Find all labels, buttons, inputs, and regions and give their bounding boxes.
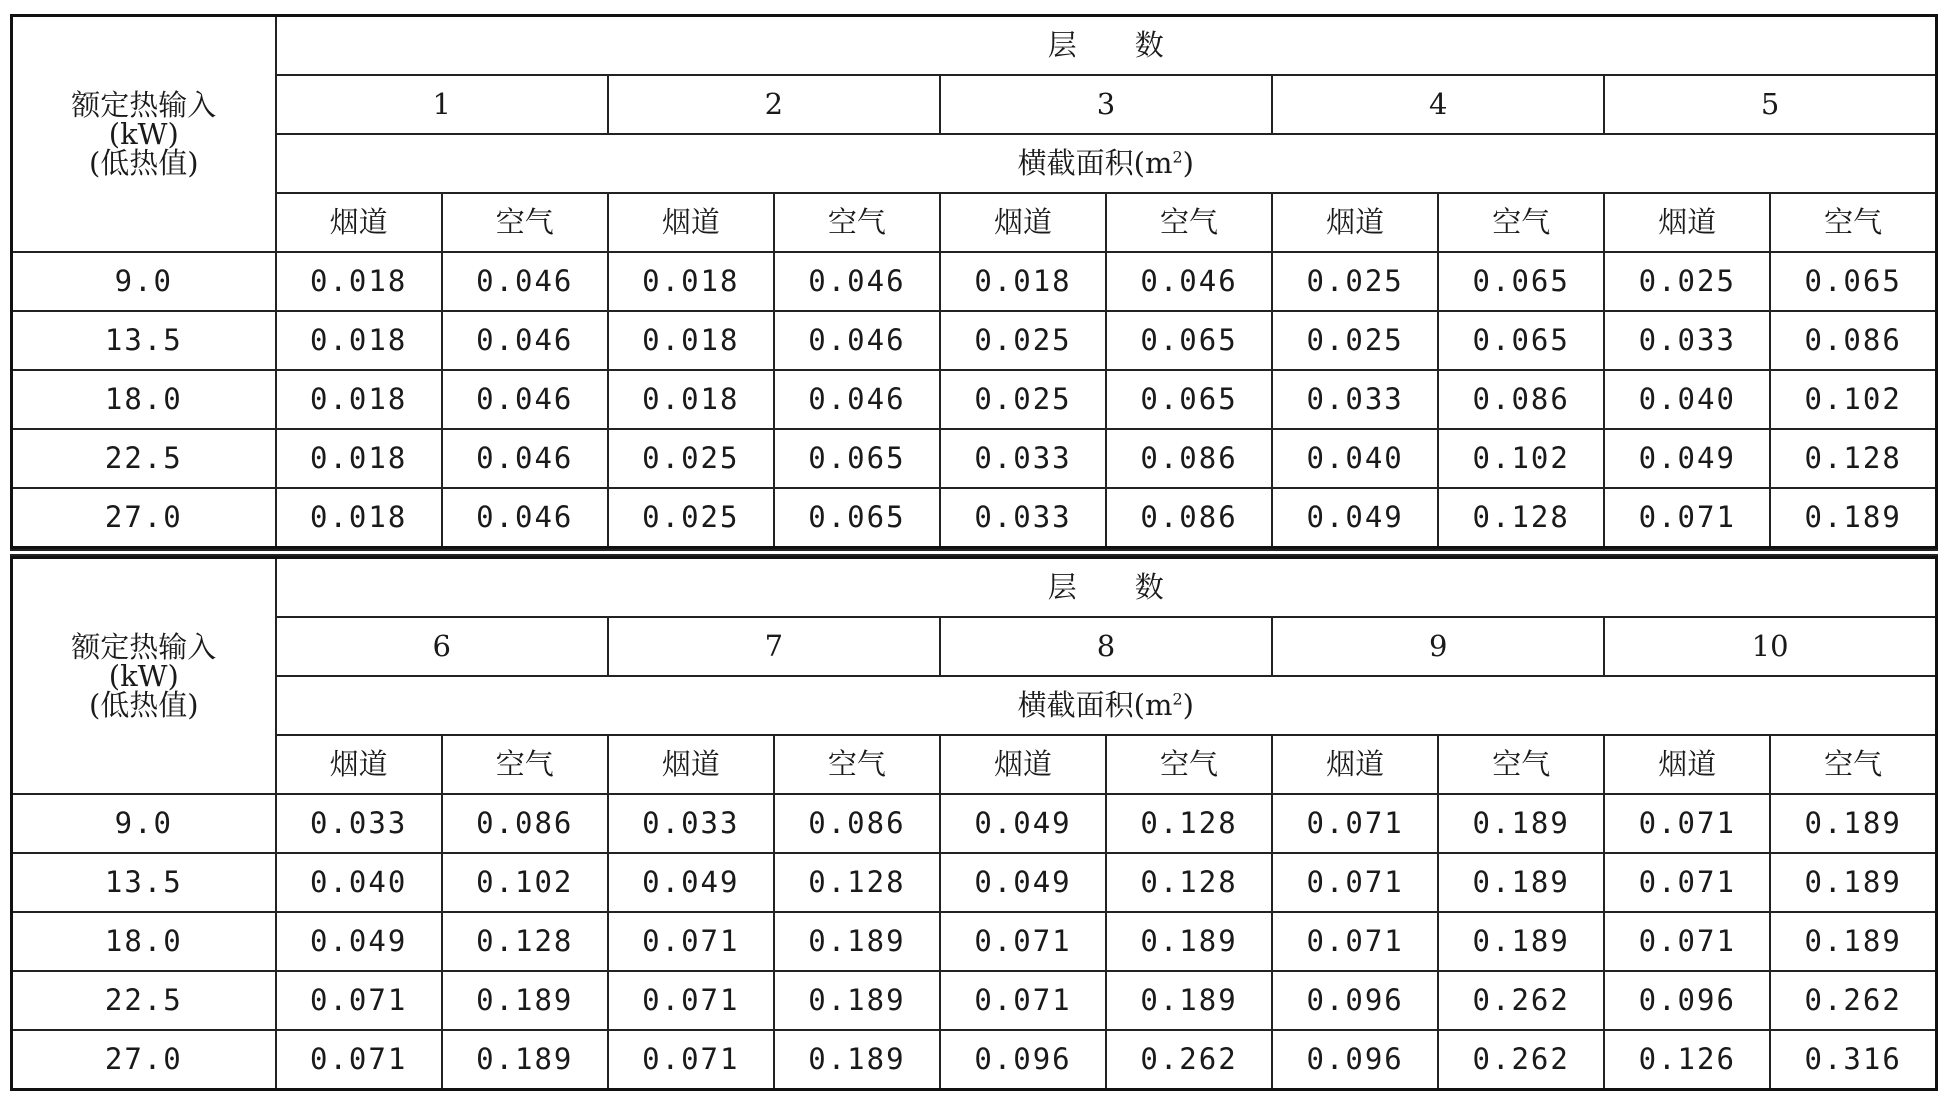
double-rule-separator bbox=[10, 549, 1938, 556]
flue-header: 烟道 bbox=[1272, 193, 1438, 252]
flue-area-cell: 0.033 bbox=[940, 429, 1106, 488]
flue-header: 烟道 bbox=[1272, 735, 1438, 794]
levels-title: 层 数 bbox=[276, 16, 1937, 76]
flue-area-cell: 0.025 bbox=[608, 429, 774, 488]
table-row bbox=[12, 912, 1937, 971]
area-title-row bbox=[12, 134, 1937, 193]
flue-area-cell: 0.018 bbox=[276, 252, 442, 311]
flue-area-cell: 0.071 bbox=[940, 971, 1106, 1030]
air-area-cell: 0.316 bbox=[1770, 1030, 1936, 1090]
table-row bbox=[12, 311, 1937, 370]
heat-input-cell: 13.5 bbox=[12, 311, 276, 370]
air-area-cell: 0.189 bbox=[1770, 488, 1936, 548]
flue-area-cell: 0.040 bbox=[1604, 370, 1770, 429]
flue-area-cell: 0.071 bbox=[1604, 853, 1770, 912]
flue-area-cell: 0.049 bbox=[940, 794, 1106, 853]
flue-area-cell: 0.040 bbox=[1272, 429, 1438, 488]
air-header: 空气 bbox=[442, 735, 608, 794]
air-area-cell: 0.046 bbox=[442, 311, 608, 370]
area-title-text: 横截面积(m bbox=[1017, 688, 1173, 722]
area-title-close: ) bbox=[1182, 688, 1194, 722]
air-header: 空气 bbox=[774, 735, 940, 794]
air-area-cell: 0.046 bbox=[442, 488, 608, 548]
flue-area-cell: 0.018 bbox=[276, 488, 442, 548]
flue-area-cell: 0.071 bbox=[940, 912, 1106, 971]
air-area-cell: 0.065 bbox=[774, 429, 940, 488]
flue-area-cell: 0.071 bbox=[276, 1030, 442, 1090]
table-row bbox=[12, 370, 1937, 429]
row-header-line3: (低热值) bbox=[88, 145, 199, 180]
levels-title-row bbox=[12, 16, 1937, 76]
flue-area-cell: 0.049 bbox=[1272, 488, 1438, 548]
row-header-cell bbox=[12, 16, 276, 253]
table-row bbox=[12, 794, 1937, 853]
air-area-cell: 0.065 bbox=[774, 488, 940, 548]
flue-area-cell: 0.126 bbox=[1604, 1030, 1770, 1090]
air-area-cell: 0.065 bbox=[1438, 252, 1604, 311]
level-number: 7 bbox=[608, 617, 940, 676]
flue-area-cell: 0.025 bbox=[940, 311, 1106, 370]
air-area-cell: 0.046 bbox=[1106, 252, 1272, 311]
flue-area-cell: 0.018 bbox=[276, 429, 442, 488]
air-area-cell: 0.262 bbox=[1438, 971, 1604, 1030]
area-title-text: 横截面积(m bbox=[1017, 146, 1173, 180]
flue-header: 烟道 bbox=[940, 735, 1106, 794]
row-header-line3: (低热值) bbox=[88, 687, 199, 722]
table-row bbox=[12, 971, 1937, 1030]
flue-header: 烟道 bbox=[1604, 193, 1770, 252]
flue-header: 烟道 bbox=[940, 193, 1106, 252]
air-area-cell: 0.065 bbox=[1770, 252, 1936, 311]
row-header-cell bbox=[12, 558, 276, 795]
flue-area-cell: 0.018 bbox=[608, 370, 774, 429]
flue-area-cell: 0.025 bbox=[1272, 311, 1438, 370]
air-area-cell: 0.262 bbox=[1106, 1030, 1272, 1090]
flue-air-header-row bbox=[12, 735, 1937, 794]
level-number: 6 bbox=[276, 617, 608, 676]
flue-area-cell: 0.096 bbox=[1604, 971, 1770, 1030]
flue-area-cell: 0.071 bbox=[276, 971, 442, 1030]
area-table-1 bbox=[10, 14, 1938, 549]
flue-area-cell: 0.018 bbox=[276, 370, 442, 429]
air-area-cell: 0.128 bbox=[1770, 429, 1936, 488]
flue-area-cell: 0.018 bbox=[608, 252, 774, 311]
tables-root bbox=[10, 14, 1938, 1091]
air-area-cell: 0.189 bbox=[1106, 912, 1272, 971]
data-sheet bbox=[10, 14, 1938, 1091]
air-header: 空气 bbox=[1106, 193, 1272, 252]
air-header: 空气 bbox=[774, 193, 940, 252]
air-area-cell: 0.189 bbox=[774, 912, 940, 971]
heat-input-cell: 22.5 bbox=[12, 971, 276, 1030]
heat-input-cell: 9.0 bbox=[12, 794, 276, 853]
air-area-cell: 0.086 bbox=[1106, 429, 1272, 488]
row-header-line1: 额定热输入 bbox=[71, 629, 217, 664]
flue-area-cell: 0.049 bbox=[1604, 429, 1770, 488]
air-area-cell: 0.086 bbox=[442, 794, 608, 853]
air-area-cell: 0.189 bbox=[1770, 912, 1936, 971]
level-number: 9 bbox=[1272, 617, 1604, 676]
flue-area-cell: 0.018 bbox=[276, 311, 442, 370]
flue-header: 烟道 bbox=[608, 735, 774, 794]
air-area-cell: 0.046 bbox=[774, 370, 940, 429]
air-header: 空气 bbox=[1106, 735, 1272, 794]
table-row bbox=[12, 1030, 1937, 1090]
air-area-cell: 0.065 bbox=[1106, 370, 1272, 429]
level-number: 3 bbox=[940, 75, 1272, 134]
flue-area-cell: 0.071 bbox=[1604, 488, 1770, 548]
flue-area-cell: 0.071 bbox=[1272, 912, 1438, 971]
row-header-line2: (kW) bbox=[108, 658, 179, 693]
flue-area-cell: 0.018 bbox=[940, 252, 1106, 311]
levels-number-row bbox=[12, 617, 1937, 676]
level-number: 10 bbox=[1604, 617, 1936, 676]
flue-area-cell: 0.071 bbox=[1604, 794, 1770, 853]
flue-area-cell: 0.025 bbox=[1272, 252, 1438, 311]
flue-area-cell: 0.033 bbox=[608, 794, 774, 853]
heat-input-cell: 18.0 bbox=[12, 912, 276, 971]
row-header-line2: (kW) bbox=[108, 116, 179, 151]
flue-header: 烟道 bbox=[276, 193, 442, 252]
level-number: 4 bbox=[1272, 75, 1604, 134]
flue-area-cell: 0.049 bbox=[276, 912, 442, 971]
air-area-cell: 0.046 bbox=[774, 311, 940, 370]
table-row bbox=[12, 488, 1937, 548]
area-title bbox=[276, 134, 1937, 193]
level-number: 5 bbox=[1604, 75, 1936, 134]
table-row bbox=[12, 252, 1937, 311]
table-row bbox=[12, 429, 1937, 488]
levels-title-row bbox=[12, 558, 1937, 618]
air-header: 空气 bbox=[1438, 193, 1604, 252]
air-area-cell: 0.102 bbox=[442, 853, 608, 912]
flue-area-cell: 0.040 bbox=[276, 853, 442, 912]
air-area-cell: 0.189 bbox=[1106, 971, 1272, 1030]
heat-input-cell: 27.0 bbox=[12, 1030, 276, 1090]
flue-area-cell: 0.033 bbox=[1272, 370, 1438, 429]
air-area-cell: 0.189 bbox=[1770, 853, 1936, 912]
levels-title: 层 数 bbox=[276, 558, 1937, 618]
air-header: 空气 bbox=[1770, 193, 1936, 252]
level-number: 2 bbox=[608, 75, 940, 134]
area-title bbox=[276, 676, 1937, 735]
flue-area-cell: 0.096 bbox=[1272, 971, 1438, 1030]
air-area-cell: 0.128 bbox=[442, 912, 608, 971]
flue-header: 烟道 bbox=[276, 735, 442, 794]
air-header: 空气 bbox=[1770, 735, 1936, 794]
area-table-2 bbox=[10, 556, 1938, 1091]
flue-area-cell: 0.033 bbox=[276, 794, 442, 853]
air-area-cell: 0.128 bbox=[1438, 488, 1604, 548]
heat-input-cell: 22.5 bbox=[12, 429, 276, 488]
air-area-cell: 0.262 bbox=[1438, 1030, 1604, 1090]
air-area-cell: 0.128 bbox=[774, 853, 940, 912]
flue-area-cell: 0.049 bbox=[940, 853, 1106, 912]
air-area-cell: 0.046 bbox=[774, 252, 940, 311]
flue-area-cell: 0.071 bbox=[1272, 853, 1438, 912]
flue-area-cell: 0.025 bbox=[940, 370, 1106, 429]
air-area-cell: 0.128 bbox=[1106, 794, 1272, 853]
air-area-cell: 0.189 bbox=[1438, 794, 1604, 853]
air-area-cell: 0.102 bbox=[1770, 370, 1936, 429]
flue-area-cell: 0.018 bbox=[608, 311, 774, 370]
heat-input-cell: 9.0 bbox=[12, 252, 276, 311]
levels-number-row bbox=[12, 75, 1937, 134]
air-area-cell: 0.262 bbox=[1770, 971, 1936, 1030]
air-area-cell: 0.086 bbox=[774, 794, 940, 853]
flue-area-cell: 0.071 bbox=[1604, 912, 1770, 971]
air-area-cell: 0.065 bbox=[1106, 311, 1272, 370]
air-header: 空气 bbox=[1438, 735, 1604, 794]
flue-header: 烟道 bbox=[608, 193, 774, 252]
air-area-cell: 0.189 bbox=[1438, 853, 1604, 912]
air-area-cell: 0.086 bbox=[1770, 311, 1936, 370]
air-area-cell: 0.086 bbox=[1438, 370, 1604, 429]
flue-area-cell: 0.071 bbox=[608, 912, 774, 971]
flue-area-cell: 0.096 bbox=[940, 1030, 1106, 1090]
flue-air-header-row bbox=[12, 193, 1937, 252]
air-area-cell: 0.046 bbox=[442, 429, 608, 488]
air-area-cell: 0.046 bbox=[442, 252, 608, 311]
flue-area-cell: 0.033 bbox=[1604, 311, 1770, 370]
air-area-cell: 0.189 bbox=[1770, 794, 1936, 853]
flue-area-cell: 0.096 bbox=[1272, 1030, 1438, 1090]
area-title-sup: 2 bbox=[1172, 689, 1183, 709]
air-area-cell: 0.046 bbox=[442, 370, 608, 429]
heat-input-cell: 27.0 bbox=[12, 488, 276, 548]
heat-input-cell: 18.0 bbox=[12, 370, 276, 429]
table-row bbox=[12, 853, 1937, 912]
flue-area-cell: 0.033 bbox=[940, 488, 1106, 548]
air-area-cell: 0.189 bbox=[1438, 912, 1604, 971]
air-header: 空气 bbox=[442, 193, 608, 252]
air-area-cell: 0.128 bbox=[1106, 853, 1272, 912]
flue-area-cell: 0.049 bbox=[608, 853, 774, 912]
level-number: 8 bbox=[940, 617, 1272, 676]
flue-area-cell: 0.071 bbox=[608, 971, 774, 1030]
flue-header: 烟道 bbox=[1604, 735, 1770, 794]
air-area-cell: 0.065 bbox=[1438, 311, 1604, 370]
flue-area-cell: 0.025 bbox=[1604, 252, 1770, 311]
air-area-cell: 0.189 bbox=[442, 971, 608, 1030]
level-number: 1 bbox=[276, 75, 608, 134]
air-area-cell: 0.102 bbox=[1438, 429, 1604, 488]
flue-area-cell: 0.071 bbox=[1272, 794, 1438, 853]
air-area-cell: 0.086 bbox=[1106, 488, 1272, 548]
area-title-row bbox=[12, 676, 1937, 735]
flue-area-cell: 0.025 bbox=[608, 488, 774, 548]
heat-input-cell: 13.5 bbox=[12, 853, 276, 912]
air-area-cell: 0.189 bbox=[442, 1030, 608, 1090]
air-area-cell: 0.189 bbox=[774, 971, 940, 1030]
flue-area-cell: 0.071 bbox=[608, 1030, 774, 1090]
air-area-cell: 0.189 bbox=[774, 1030, 940, 1090]
area-title-close: ) bbox=[1182, 146, 1194, 180]
area-title-sup: 2 bbox=[1172, 147, 1183, 167]
row-header-line1: 额定热输入 bbox=[71, 87, 217, 122]
